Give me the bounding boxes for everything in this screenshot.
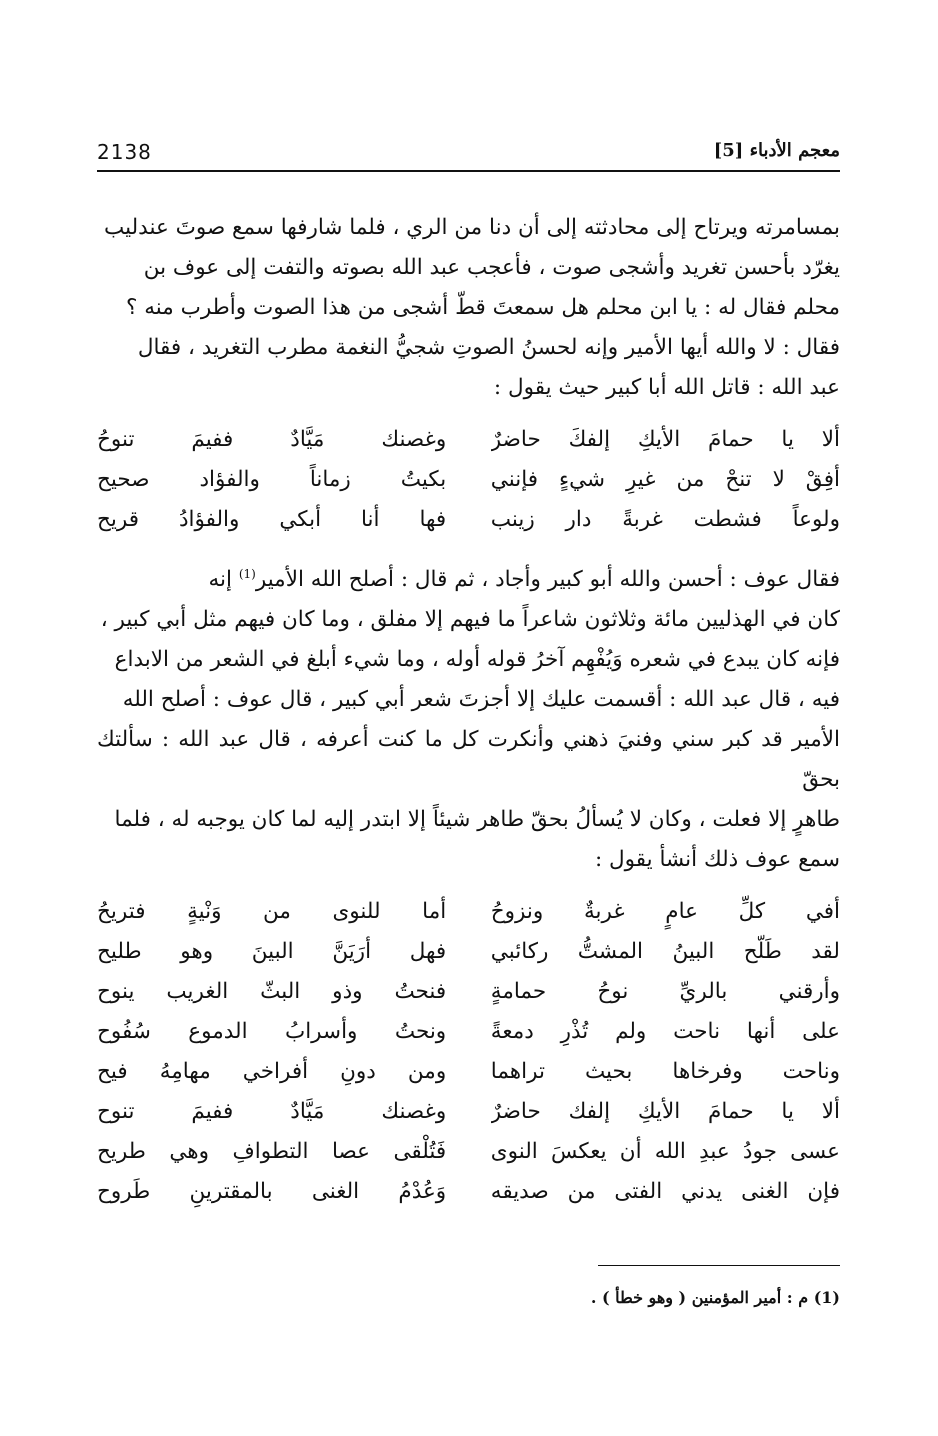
text-line: يغرّد بأحسن تغريد وأشجى صوت ، فأعجب عبد الله بصوته والتفت إلى عوف بن xyxy=(143,255,840,280)
verse-first-hemistich: ألا يا حمامَ الأيكِ إلفك حاضرٌ xyxy=(490,1099,840,1125)
text-line: فإنه كان يبدع في شعره وَيُفْهِم آخرُ قوله أوله ، وما شيء أبلغ في الشعر من الابداع xyxy=(114,647,840,673)
verse-first-hemistich: ولوعاً فشطت غربةً دار زينب xyxy=(490,507,840,532)
verse-first-hemistich: أفي كلِّ عامٍ غربةٌ ونزوحُ xyxy=(490,899,840,925)
verse xyxy=(97,460,840,500)
verse-first-hemistich: على أنها ناحت ولم تُذْرِ دمعةً xyxy=(490,1019,840,1045)
verse-second-hemistich: أما للنوى من وَنْيةٍ فتريحُ xyxy=(97,899,447,925)
verse-second-hemistich: فنحتُ وذو البثّ الغريب ينوح xyxy=(97,979,447,1005)
text-line: فيه ، قال عبد الله : أقسمت عليك إلا أجزتَ شعر أبي كبير ، قال عوف : أصلح الله xyxy=(122,687,840,713)
text-line: كان في الهذليين مائة وثلاثون شاعراً ما فيهم إلا مفلق ، وما كان فيهم مثل أبي كبير ، xyxy=(100,607,840,633)
verse-second-hemistich: ومن دونِ أفراخي مهامِهُ فيح xyxy=(97,1059,447,1085)
text-line: فقال : لا والله أيها الأمير وإنه لحسنُ الصوتِ شجيُّ النغمة مطرب التغريد ، فقال xyxy=(137,335,840,360)
poem-1 xyxy=(97,420,840,540)
verse-second-hemistich: وَعُدْمُ الغنى بالمقترينِ طَروح xyxy=(97,1179,447,1205)
verse-first-hemistich: فإن الغنى يدني الفتى من صديقه xyxy=(490,1179,840,1205)
footnote: (1) م : أمير المؤمنين ( وهو خطأ ) . xyxy=(590,1288,840,1307)
verse xyxy=(97,932,840,972)
verse xyxy=(97,1052,840,1092)
footnote-marker: (1) xyxy=(238,567,256,581)
verse-first-hemistich: أفِقْ لا تنحْ من غيرِ شيءٍ فإنني xyxy=(490,467,840,492)
verse-second-hemistich: وغصنك مَيَّادٌ ففيمَ تنوحُ xyxy=(97,427,447,452)
header-rule xyxy=(97,170,840,172)
verse-first-hemistich: وأرقني بالريِّ نوحُ حمامةٍ xyxy=(490,979,840,1005)
text-line: عبد الله : قاتل الله أبا كبير حيث يقول : xyxy=(493,375,840,400)
verse-first-hemistich: وناحت وفرخاها بحيث تراهما xyxy=(490,1059,840,1085)
verse-second-hemistich: بكيتُ زماناً والفؤاد صحيح xyxy=(97,467,447,492)
verse-second-hemistich: فهل أرَيَنَّ البينَ وهو طليح xyxy=(97,939,447,965)
verse xyxy=(97,892,840,932)
text-line: الأمير قد كبر سني وفنيَ ذهني وأنكرت كل ما كنت أعرفه ، قال عبد الله : سألتك بحقّ xyxy=(97,727,840,793)
page-header xyxy=(97,140,840,170)
verse xyxy=(97,420,840,460)
verse-second-hemistich: فها أنا أبكي والفؤادُ قريح xyxy=(97,507,447,532)
text-line: محلم فقال له : يا ابن محلم هل سمعتَ قطّ أشجى من هذا الصوت وأطرب منه ؟ xyxy=(125,295,840,320)
verse-first-hemistich: ألا يا حمامَ الأيكِ إلفكَ حاضرٌ xyxy=(490,427,840,452)
running-title: معجم الأدباء [5] xyxy=(713,140,840,161)
page-number: 2138 xyxy=(97,140,152,164)
verse xyxy=(97,500,840,540)
verse-second-hemistich: فَتُلْقى عصا التطوافِ وهي طريح xyxy=(97,1139,447,1165)
poem-2 xyxy=(97,892,840,1212)
footnote-rule xyxy=(598,1265,840,1266)
text-line: طاهرٍ إلا فعلت ، وكان لا يُسألُ بحقّ طاهر شيئاً إلا ابتدر إليه لما كان يوجبه له ، فلما xyxy=(114,807,840,833)
verse xyxy=(97,1132,840,1172)
text-line: بمسامرته ويرتاح إلى محادثته إلى أن دنا من الري ، فلما شارفها سمع صوتَ عندليب xyxy=(104,215,840,240)
paragraph-2 xyxy=(97,554,840,880)
text-line: سمع عوف ذلك أنشأ يقول : xyxy=(594,847,840,873)
verse xyxy=(97,1092,840,1132)
text-line: فقال عوف : أحسن والله أبو كبير وأجاد ، ثم قال : أصلح الله الأمير$^{(1)}$ إنه xyxy=(208,567,840,593)
verse-first-hemistich: عسى جودُ عبدِ الله أن يعكسَ النوى xyxy=(490,1139,840,1165)
page-body xyxy=(97,208,840,1212)
verse-first-hemistich: لقد طَلّح البينُ المشتُّ ركائبي xyxy=(490,939,840,965)
verse xyxy=(97,1012,840,1052)
paragraph-1 xyxy=(97,208,840,408)
verse-second-hemistich: ونحتُ وأسرابُ الدموع سُفُوح xyxy=(97,1019,447,1045)
verse xyxy=(97,1172,840,1212)
verse-second-hemistich: وغصنك مَيَّادٌ ففيمَ تنوح xyxy=(97,1099,447,1125)
verse xyxy=(97,972,840,1012)
